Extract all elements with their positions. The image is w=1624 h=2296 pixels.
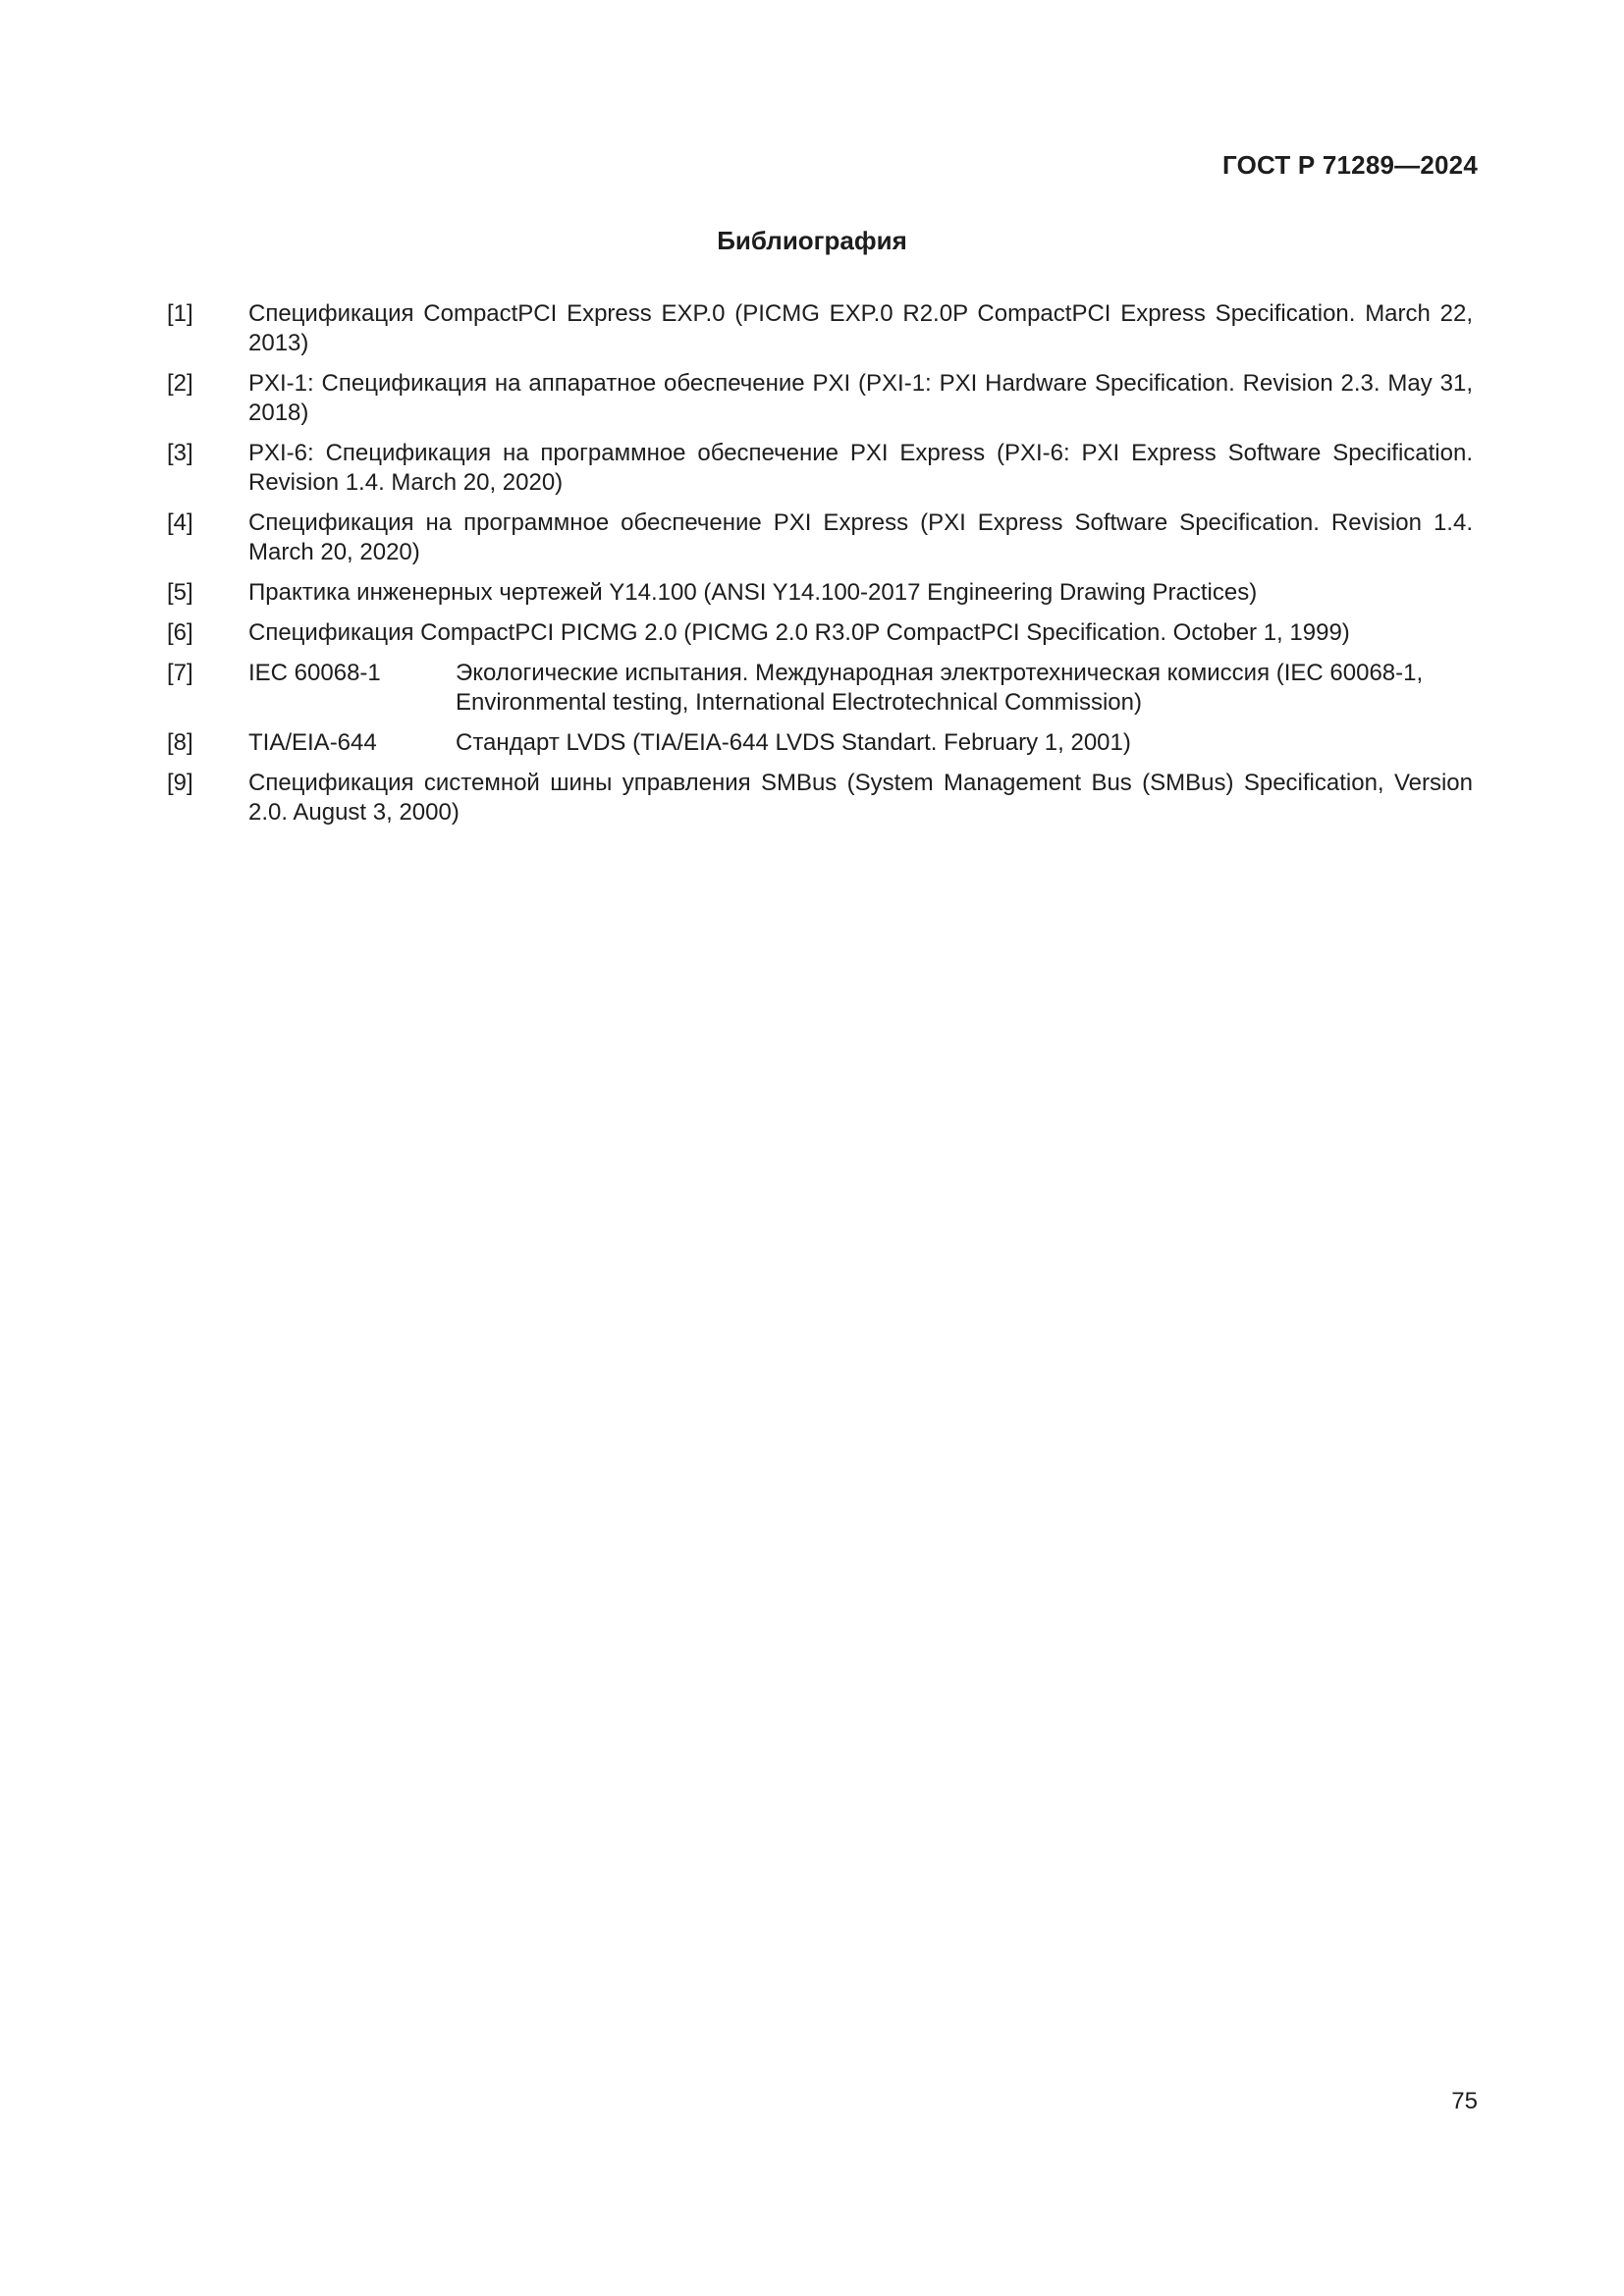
entry-number: [3] [167, 440, 193, 466]
entry-number: [4] [167, 509, 193, 536]
bibliography-entry-7 [167, 659, 1473, 718]
entry-text: Спецификация CompactPCI PICMG 2.0 (PICMG 2.0 R3.0P CompactPCI Specification. October 1, 1999) [248, 619, 1350, 646]
entry-number: [8] [167, 729, 193, 756]
entry-number: [5] [167, 579, 193, 606]
entry-standard-code: TIA/EIA-644 [248, 729, 377, 756]
entry-text: Спецификация CompactPCI Express EXP.0 (PICMG EXP.0 R2.0P CompactPCI Express Specification. March 22, 2013) [248, 300, 1473, 356]
bibliography-entry-8 [167, 728, 1473, 758]
entry-text: PXI-1: Спецификация на аппаратное обеспечение PXI (PXI-1: PXI Hardware Specification. Revision 2.3. May 31, 2018) [248, 370, 1473, 426]
entry-text: Стандарт LVDS (TIA/EIA-644 LVDS Standart. February 1, 2001) [456, 729, 1131, 756]
entry-number: [6] [167, 619, 193, 646]
bibliography-entry-1 [167, 299, 1473, 358]
entry-number: [1] [167, 300, 193, 327]
bibliography-entry-6 [167, 618, 1473, 648]
bibliography-entry-2 [167, 369, 1473, 428]
entry-number: [2] [167, 370, 193, 397]
entry-text: Спецификация на программное обеспечение PXI Express (PXI Express Software Specification. Revision 1.4. March 20, 2020) [248, 509, 1473, 565]
page-number: 75 [1451, 2088, 1478, 2114]
bibliography-entry-9 [167, 769, 1473, 828]
entry-standard-code: IEC 60068-1 [248, 660, 381, 686]
bibliography-entry-5 [167, 578, 1473, 608]
entry-number: [9] [167, 770, 193, 796]
entry-text: Спецификация системной шины управления SMBus (System Management Bus (SMBus) Specification, Version 2.0. August 3, 2000) [248, 770, 1473, 826]
entry-text: Экологические испытания. Международная электротехническая комиссия (IEC 60068-1, Environmental testing, International Electrotechnical Commission) [456, 660, 1424, 716]
bibliography-title: Библиография [717, 226, 907, 255]
bibliography-list [167, 299, 1473, 838]
bibliography-entry-3 [167, 439, 1473, 498]
document-code: ГОСТ Р 71289—2024 [1222, 150, 1478, 180]
entry-text: PXI-6: Спецификация на программное обеспечение PXI Express (PXI-6: PXI Express Software Specification. Revision 1.4. March 20, 2020) [248, 440, 1473, 496]
entry-number: [7] [167, 660, 193, 686]
bibliography-entry-4 [167, 508, 1473, 567]
entry-text: Практика инженерных чертежей Y14.100 (ANSI Y14.100-2017 Engineering Drawing Practices) [248, 579, 1258, 606]
